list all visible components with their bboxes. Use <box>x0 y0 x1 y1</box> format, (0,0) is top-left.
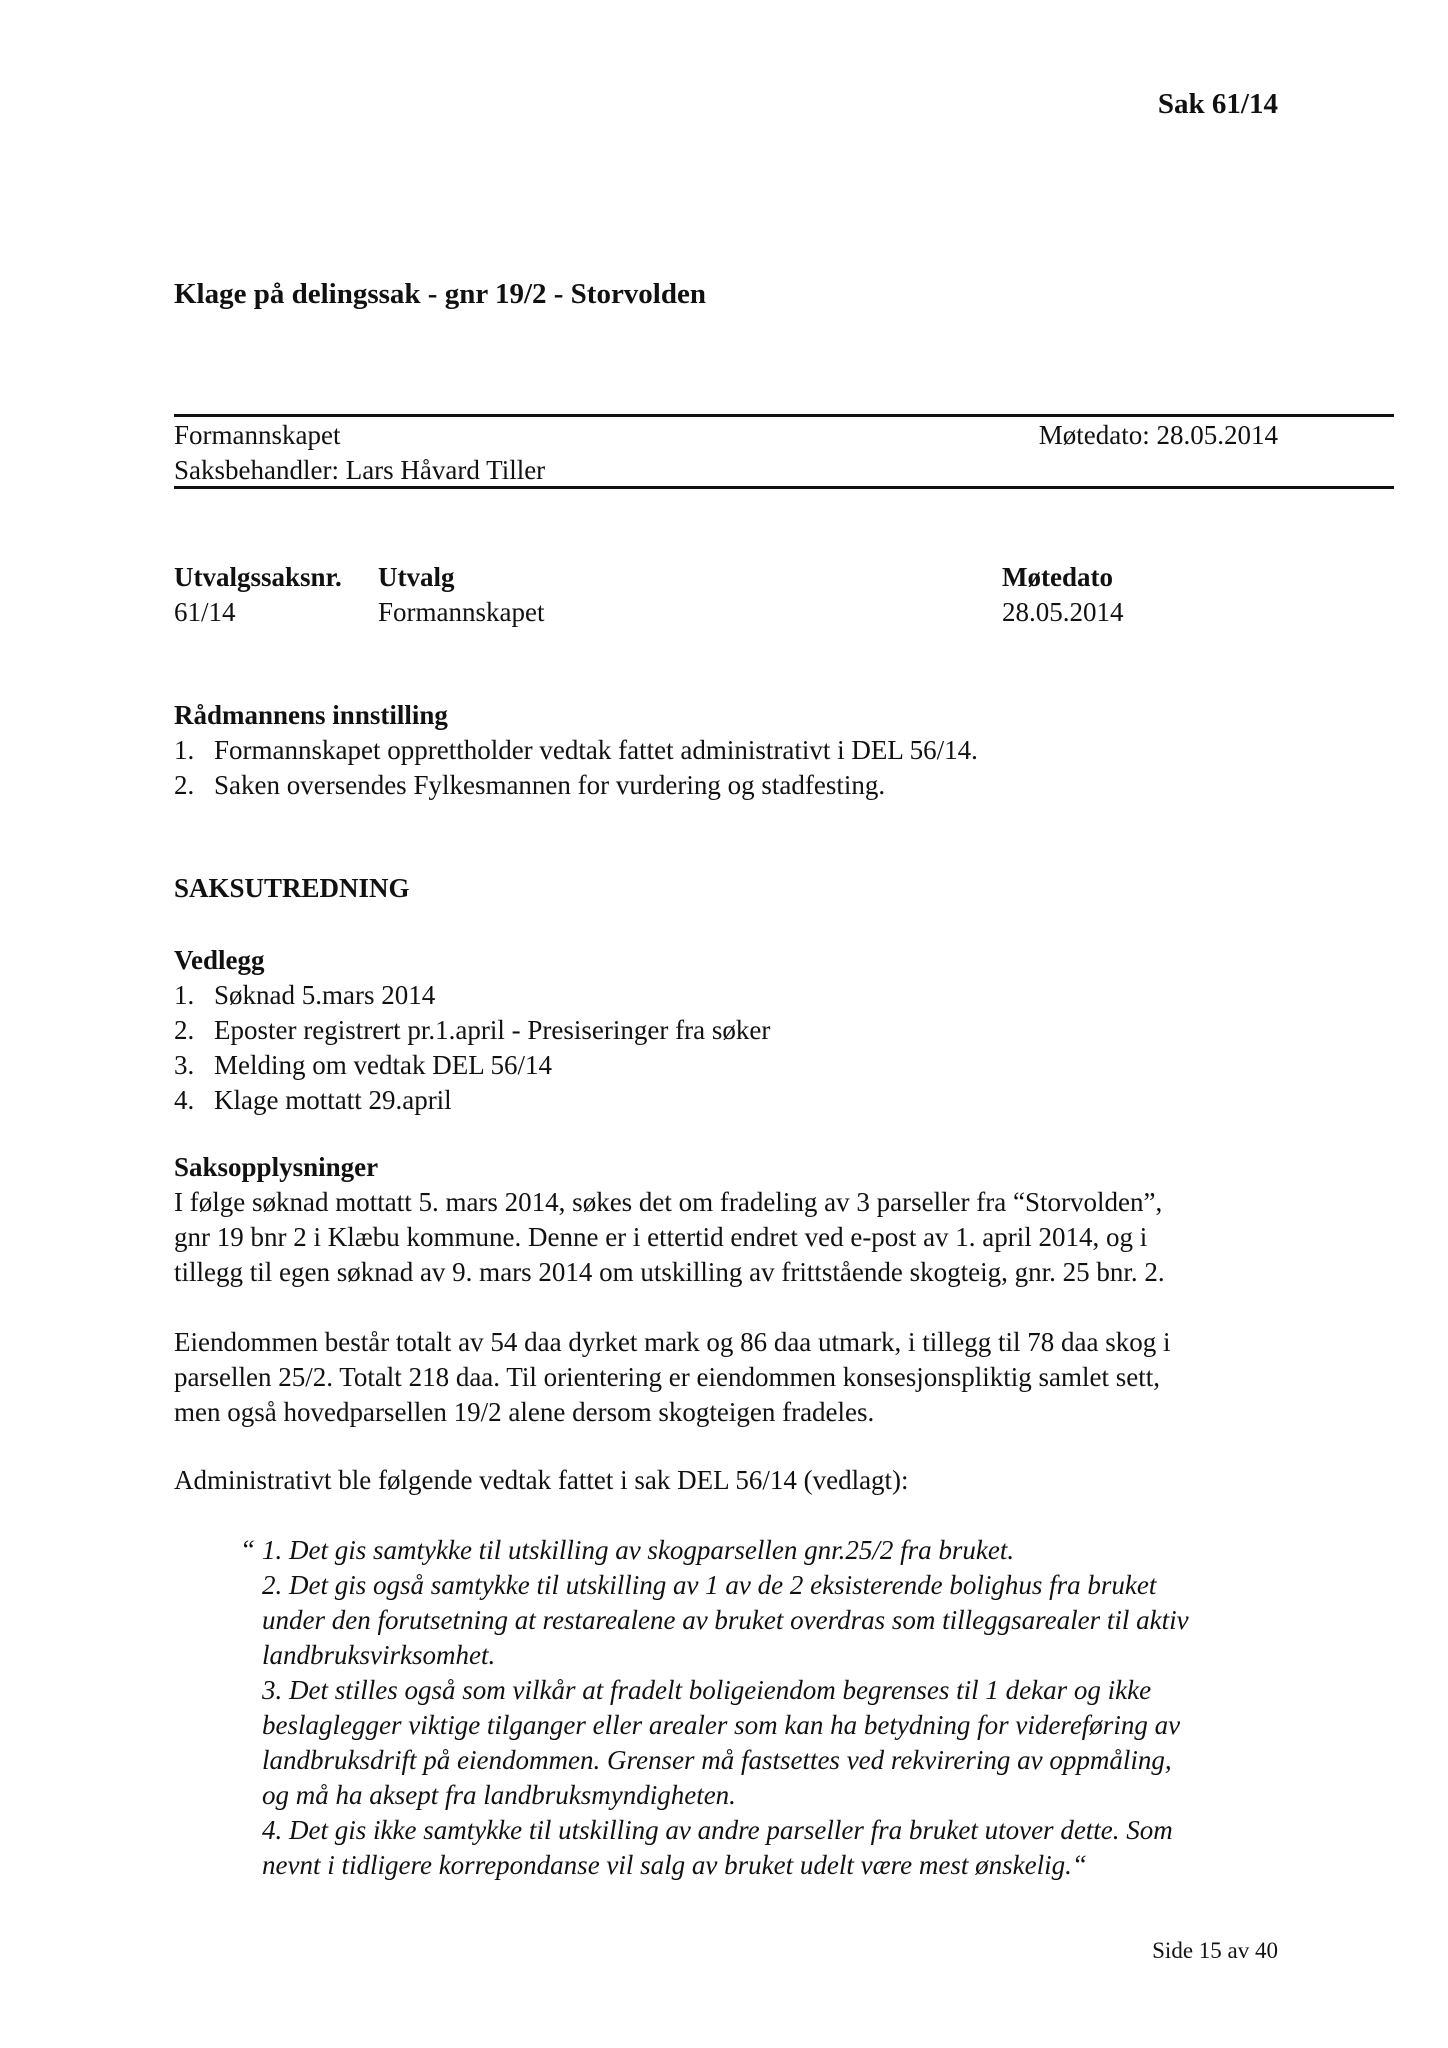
list-item <box>174 1083 770 1118</box>
text-line: parsellen 25/2. Totalt 218 daa. Til orientering er eiendommen konsesjonspliktig samlet sett, <box>174 1362 1160 1392</box>
text-line: gnr 19 bnr 2 i Klæbu kommune. Denne er i ettertid endret ved e-post av 1. april 2014, og i <box>174 1222 1148 1252</box>
list-item <box>174 1048 770 1083</box>
quote-line: under den forutsetning at restarealene av bruket overdras som tilleggsarealer til aktiv <box>262 1605 1189 1635</box>
list-item-number: 3. <box>174 1050 195 1080</box>
recommendation-list <box>174 733 978 803</box>
case-info-paragraph-2 <box>174 1325 1394 1430</box>
table-cell-committee: Formannskapet <box>378 597 545 627</box>
meta-meeting-date: Møtedato: 28.05.2014 <box>1038 420 1278 450</box>
table-header-case-no: Utvalgssaksnr. <box>174 562 342 592</box>
list-item <box>174 768 978 803</box>
text-line: men også hovedparsellen 19/2 alene dersom skogteigen fradeles. <box>174 1397 875 1427</box>
quote-line: nevnt i tidligere korrepondanse vil salg av bruket udelt være mest ønskelig.“ <box>262 1850 1087 1880</box>
text-line: Eiendommen består totalt av 54 daa dyrket mark og 86 daa utmark, i tillegg til 78 daa skog i <box>174 1327 1171 1357</box>
list-item-number: 4. <box>174 1085 195 1115</box>
text-line: I følge søknad mottatt 5. mars 2014, søkes det om fradeling av 3 parseller fra “Storvolden”, <box>174 1187 1163 1217</box>
quote-line: 2. Det gis også samtykke til utskilling av 1 av de 2 eksisterende bolighus fra bruket <box>262 1570 1157 1600</box>
list-item <box>174 1013 770 1048</box>
quote-line: 4. Det gis ikke samtykke til utskilling av andre parseller fra bruket utover dette. Som <box>262 1815 1173 1845</box>
section-heading: SAKSUTREDNING <box>174 873 410 903</box>
case-info-heading: Saksopplysninger <box>174 1152 379 1182</box>
quote-line: landbruksvirksomhet. <box>262 1640 496 1670</box>
list-item-number: 1. <box>174 980 195 1010</box>
bottom-rule <box>174 486 1394 489</box>
quote-line: beslaglegger viktige tilganger eller arealer som kan ha betydning for videreføring av <box>262 1710 1181 1740</box>
top-rule <box>174 414 1394 417</box>
list-item <box>174 733 978 768</box>
list-item-text: Eposter registrert pr.1.april - Presiseringer fra søker <box>214 1015 771 1045</box>
list-item-text: Klage mottatt 29.april <box>214 1085 452 1115</box>
case-reference: Sak 61/14 <box>1157 88 1278 120</box>
recommendation-heading: Rådmannens innstilling <box>174 700 448 730</box>
page-number: Side 15 av 40 <box>1152 1938 1278 1963</box>
table-header-committee: Utvalg <box>378 562 455 592</box>
attachments-heading: Vedlegg <box>174 945 265 975</box>
list-item-text: Søknad 5.mars 2014 <box>214 980 436 1010</box>
list-item-number: 2. <box>174 1015 195 1045</box>
list-item-text: Formannskapet opprettholder vedtak fattet administrativt i DEL 56/14. <box>214 735 978 765</box>
table-cell-meeting-date: 28.05.2014 <box>1002 597 1124 627</box>
list-item-number: 2. <box>174 770 195 800</box>
quote-line: 1. Det gis samtykke til utskilling av skogparsellen gnr.25/2 fra bruket. <box>262 1535 1015 1565</box>
quote-open-mark: “ <box>240 1535 256 1565</box>
case-info-paragraph-3: Administrativt ble følgende vedtak fattet i sak DEL 56/14 (vedlagt): <box>174 1465 909 1495</box>
attachments-list <box>174 978 770 1118</box>
list-item <box>174 978 770 1013</box>
quote-line: og må ha aksept fra landbruksmyndigheten. <box>262 1780 736 1810</box>
quote-line: landbruksdrift på eiendommen. Grenser må fastsettes ved rekvirering av oppmåling, <box>262 1745 1172 1775</box>
meta-body: Formannskapet <box>174 420 341 450</box>
list-item-text: Saken oversendes Fylkesmannen for vurdering og stadfesting. <box>214 770 886 800</box>
page-title: Klage på delingssak - gnr 19/2 - Storvolden <box>174 278 706 310</box>
table-header-meeting-date: Møtedato <box>1002 562 1113 592</box>
table-cell-case-no: 61/14 <box>174 597 236 627</box>
list-item-number: 1. <box>174 735 195 765</box>
text-line: tillegg til egen søknad av 9. mars 2014 om utskilling av frittstående skogteig, gnr. 25 bnr. 2. <box>174 1257 1165 1287</box>
list-item-text: Melding om vedtak DEL 56/14 <box>214 1050 552 1080</box>
case-info-paragraph-1 <box>174 1185 1394 1290</box>
decision-quote <box>262 1533 1189 1883</box>
quote-line: 3. Det stilles også som vilkår at fradelt boligeiendom begrenses til 1 dekar og ikke <box>262 1675 1152 1705</box>
meta-case-handler: Saksbehandler: Lars Håvard Tiller <box>174 455 546 485</box>
